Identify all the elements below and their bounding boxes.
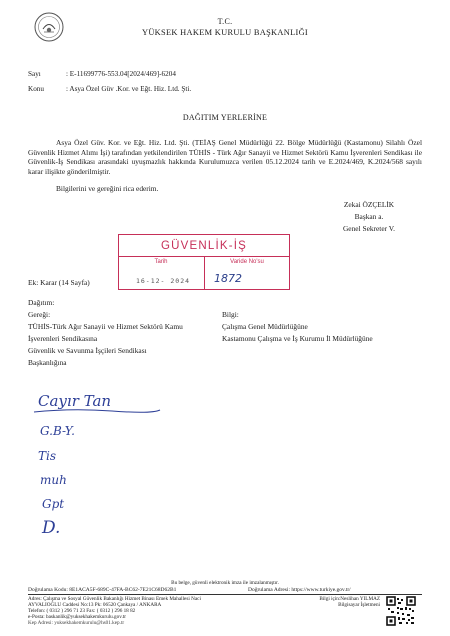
stamp-title: GÜVENLİK-İŞ bbox=[160, 240, 248, 252]
handwritten-note: D. bbox=[42, 518, 61, 538]
handwritten-note: Gpt bbox=[42, 497, 65, 511]
footer-divider bbox=[28, 594, 422, 595]
e-signature-note: Bu belge, güvenli elektronik imza ile imzalanmıştır. bbox=[171, 580, 279, 586]
body-paragraph: Asya Özel Güv. Kor. ve Eğt. Hiz. Ltd. Şti. (TEİAŞ Genel Müdürlüğü 22. Bölge Müdürlüğü (Kastamonu) Silahlı Özel Güvenlik Hizmet Alımı İşi) tarafından yetkilendirilen TÜHİS - Türk Ağır Sanayii ve Hizmet Sektörü Kamu İşverenleri Sendikası ile Güvenlik-İş Sendikası arasındaki uyuşmazlık hakkında Kurulumuzca verilen 05.12.2024 tarih ve E.2024/469, K.2024/568 sayılı karar ilişikte gönderilmiştir. bbox=[28, 138, 422, 176]
gereği-item: Güvenlik ve Savunma İşçileri Sendikası bbox=[28, 346, 147, 355]
distribution-title: DAĞITIM YERLERİNE bbox=[182, 113, 268, 122]
attachment-line: Ek: Karar (14 Sayfa) bbox=[28, 278, 90, 287]
sayi-value: : E-11699776-553.04[2024/469]-6204 bbox=[66, 70, 176, 78]
contact-name: Bilgi için:Neslihan YILMAZ bbox=[319, 596, 380, 602]
handwritten-note: muh bbox=[40, 473, 67, 487]
distribution-label: Dağıtım: bbox=[28, 298, 55, 307]
verification-address: Doğrulama Adresi: https://www.turkiye.gov.tr/ bbox=[248, 587, 351, 593]
contact-title: Bilgisayar İşletmeni bbox=[338, 602, 380, 608]
gereği-label: Gereği: bbox=[28, 310, 51, 319]
header-organization: YÜKSEK HAKEM KURULU BAŞKANLIĞI bbox=[141, 28, 309, 37]
verification-code: Doğrulama Kodu: 8E1ACA5F-689C-47FA-BC62-7E21C68D62B1 bbox=[28, 587, 177, 593]
bilgi-item: Kastamonu Çalışma ve İş Kurumu İl Müdürlüğüne bbox=[222, 334, 373, 343]
handwritten-note: G.B-Y. bbox=[40, 424, 75, 438]
handwritten-note: Cayır Tan bbox=[38, 392, 112, 410]
gereği-item: TÜHİS-Türk Ağır Sanayii ve Hizmet Sektörü Kamu bbox=[28, 322, 183, 331]
handwritten-note: Tis bbox=[38, 449, 56, 463]
signatory-title-2: Genel Sekreter V. bbox=[342, 224, 396, 233]
sayi-label: Sayı bbox=[28, 70, 41, 78]
bilgi-item: Çalışma Genel Müdürlüğüne bbox=[222, 322, 308, 331]
stamp-date-label: Tarih bbox=[154, 259, 168, 265]
address-line: Adres: Çalışma ve Sosyal Güvenlik Bakanlığı Hizmet Binası Emek Mahallesi Naci bbox=[28, 596, 201, 602]
stamp-number-value: 1872 bbox=[214, 272, 242, 285]
address-line: e-Posta: baskanlik@yuksekhakemkurulu.gov.tr bbox=[28, 614, 126, 620]
stamp-number-label: Varide No'su bbox=[230, 259, 264, 265]
address-line: AYVALIOĞLU Caddesi No:13 Pk: 06520 Çankaya / ANKARA bbox=[28, 602, 162, 608]
address-line: Telefon: ( 0312 ) 296 71 23 Fax: ( 0312 ) 296 18 82 bbox=[28, 608, 136, 614]
bilgi-label: Bilgi: bbox=[222, 310, 239, 319]
header-country: T.C. bbox=[217, 17, 233, 26]
signatory-name: Zekai ÖZÇELİK bbox=[343, 200, 395, 209]
body-request: Bilgilerini ve gereğini rica ederim. bbox=[56, 184, 159, 193]
signatory-title-1: Başkan a. bbox=[354, 212, 384, 221]
gereği-item: Başkanlığına bbox=[28, 358, 67, 367]
stamp-date-value: 16-12- 2024 bbox=[135, 277, 191, 285]
address-line: Kep Adresi: yuksekhakemkurulu@hs01.kep.tr bbox=[28, 620, 125, 626]
handwritten-underline bbox=[32, 406, 162, 416]
qr-code-icon bbox=[386, 596, 416, 626]
gereği-item: İşverenleri Sendikasına bbox=[28, 334, 98, 343]
konu-label: Konu bbox=[28, 85, 44, 93]
konu-value: : Asya Özel Güv .Kor. ve Eğt. Hiz. Ltd. Şti. bbox=[66, 85, 192, 93]
